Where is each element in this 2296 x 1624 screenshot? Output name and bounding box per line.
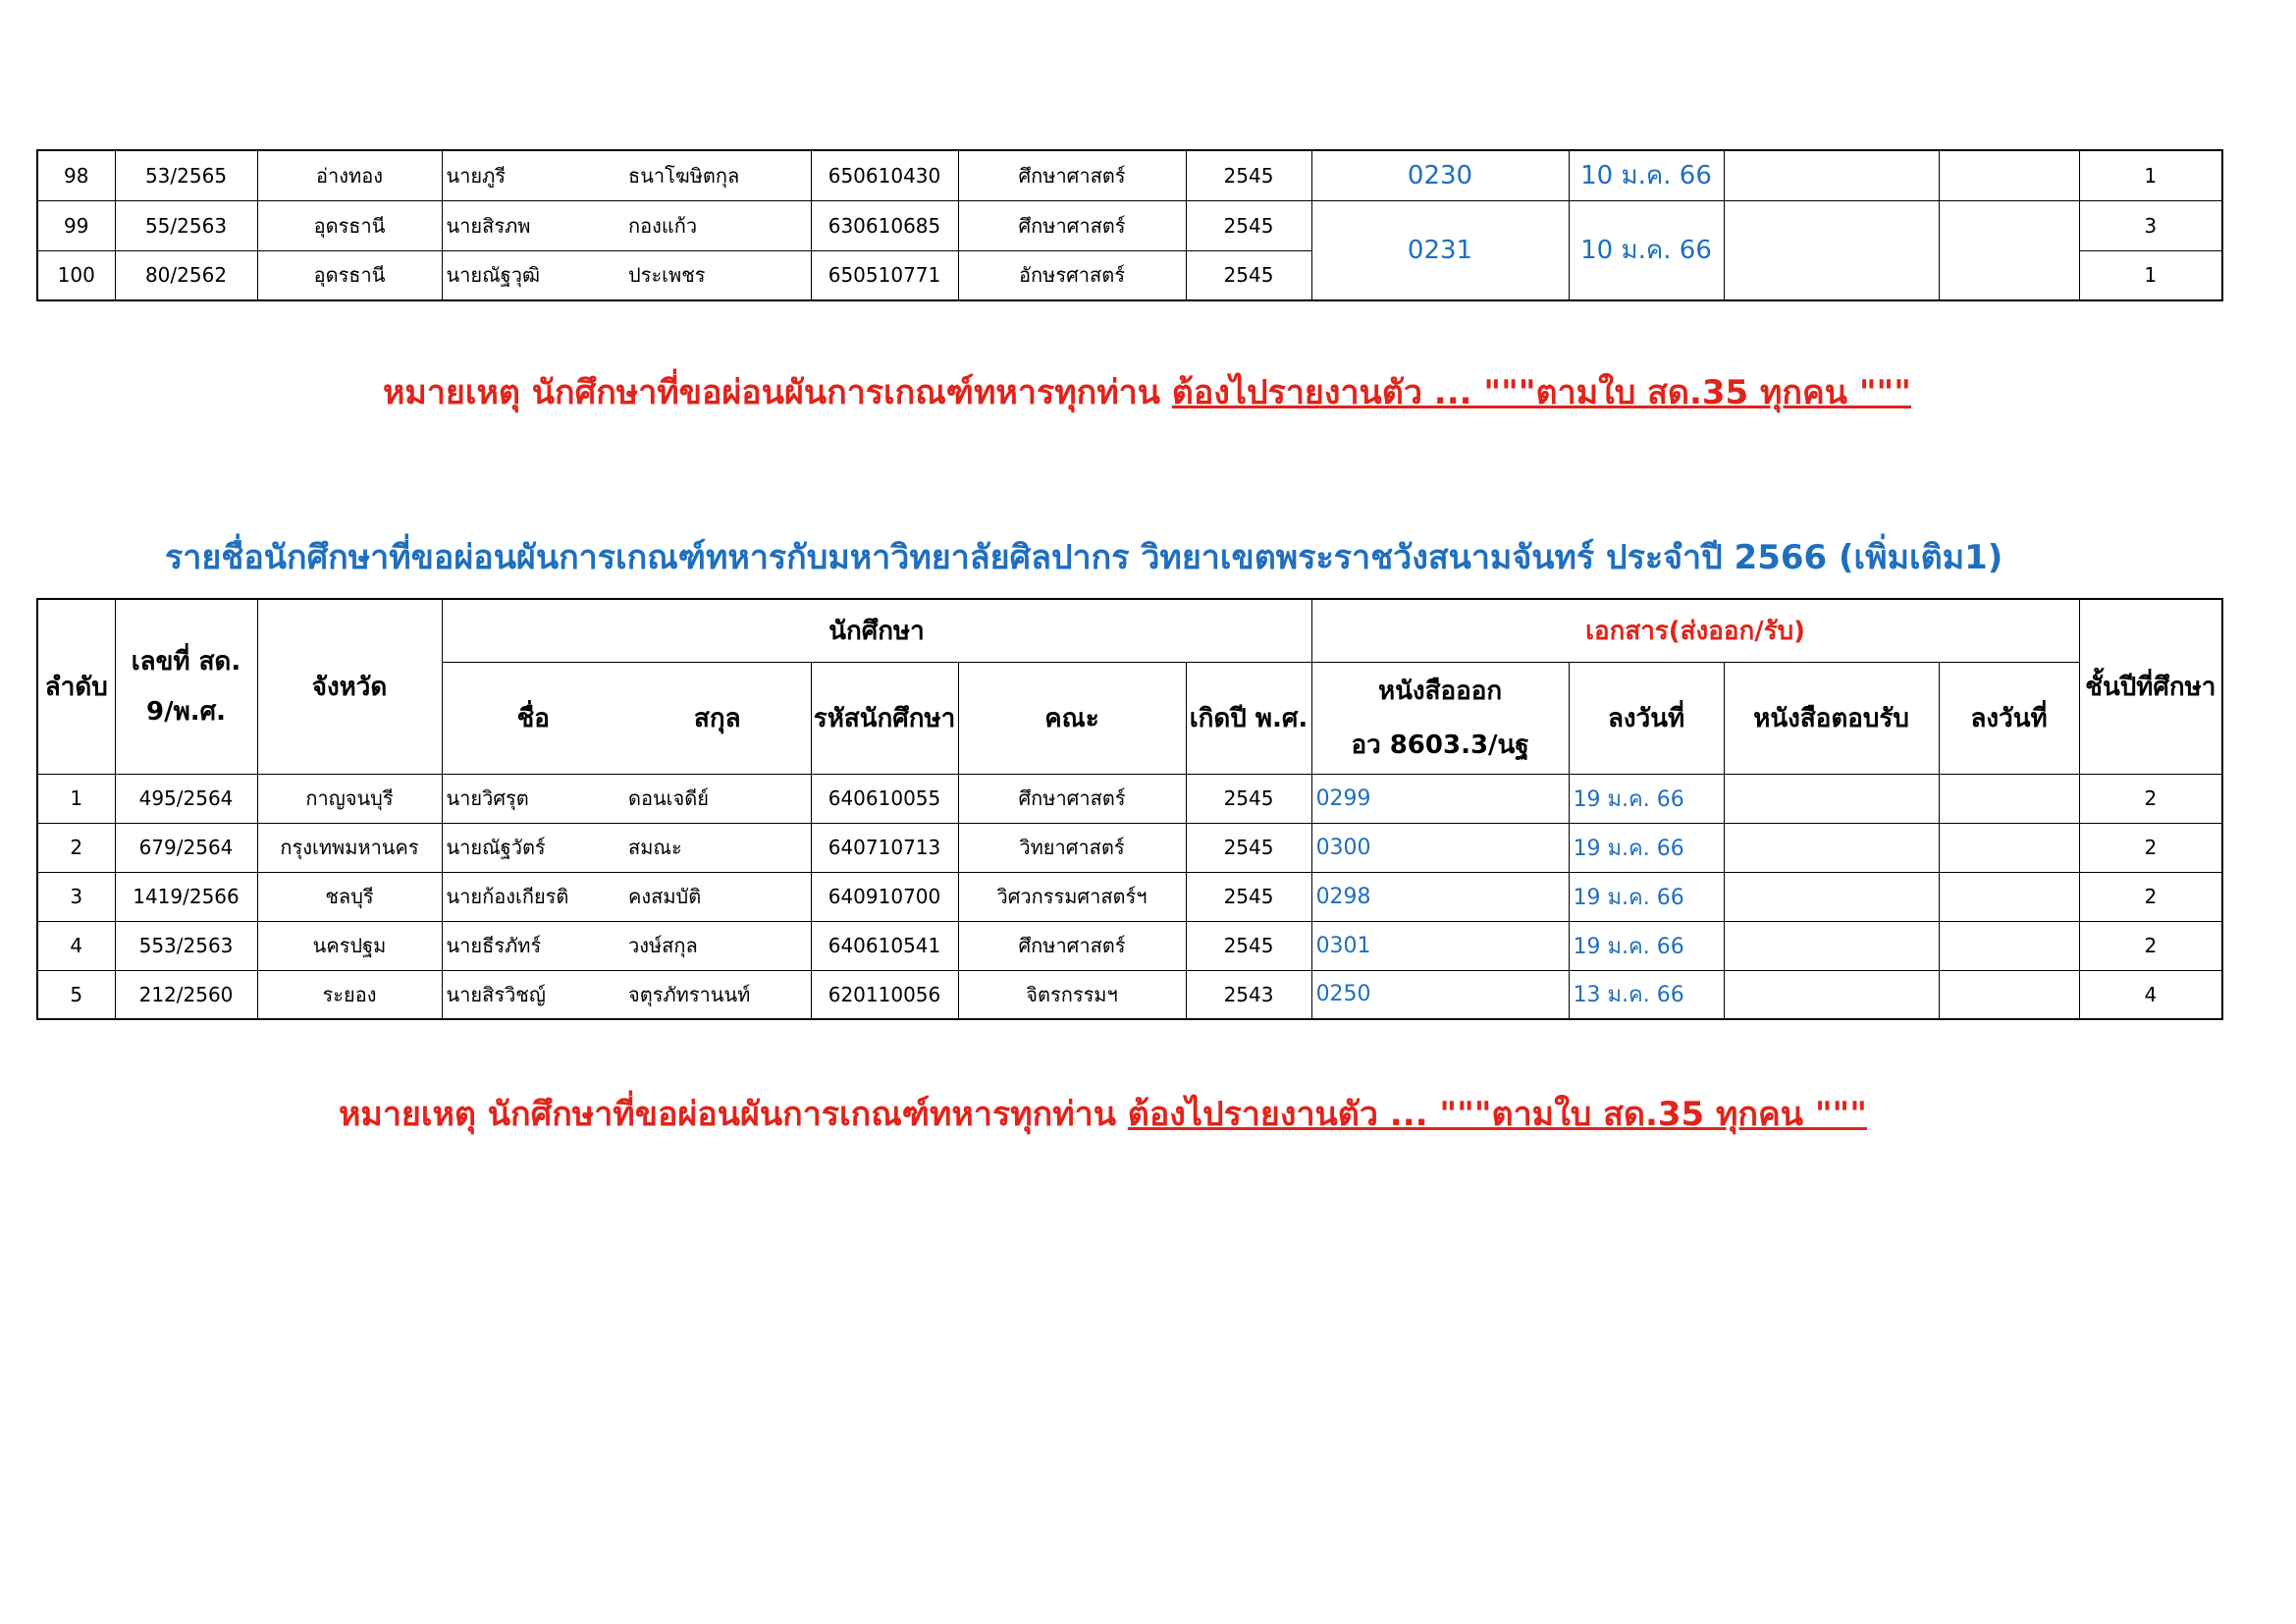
cell-ref: 495/2564 [115, 774, 257, 823]
cell-last-name: จตุรภัทรานนท์ [624, 970, 811, 1019]
cell-no: 2 [37, 823, 115, 872]
page-title: รายชื่อนักศึกษาที่ขอผ่อนผันการเกณฑ์ทหารกับมหาวิทยาลัยศิลปากร วิทยาเขตพระราชวังสนามจันทร์ ประจำปี 2566 (เพิ่มเติม1) [165, 538, 2003, 577]
header-faculty: คณะ [958, 662, 1186, 774]
student-table [36, 598, 2223, 1020]
cell-reply [1724, 921, 1939, 970]
cell-doc-date: 13 ม.ค. 66 [1569, 970, 1724, 1019]
cell-ref: 1419/2566 [115, 872, 257, 921]
cell-reply-date [1939, 872, 2079, 921]
cell-ref: 553/2563 [115, 921, 257, 970]
cell-doc-number: 0298 [1311, 872, 1569, 921]
cell-doc-date: 10 ม.ค. 66 [1569, 200, 1724, 300]
cell-doc-date: 19 ม.ค. 66 [1569, 921, 1724, 970]
header-last-name: สกุล [624, 662, 811, 774]
cell-reply [1724, 150, 1939, 200]
cell-study-year: 1 [2079, 250, 2222, 300]
cell-student-id: 640610055 [811, 774, 958, 823]
note-remark-2 [339, 1087, 1867, 1140]
cell-doc-date: 19 ม.ค. 66 [1569, 823, 1724, 872]
cell-student-id: 650610430 [811, 150, 958, 200]
cell-student-id: 640610541 [811, 921, 958, 970]
table-row [37, 774, 2222, 823]
note-remark [383, 365, 1911, 418]
cell-no: 1 [37, 774, 115, 823]
cell-study-year: 2 [2079, 823, 2222, 872]
header-reply: หนังสือตอบรับ [1724, 662, 1939, 774]
cell-first-name: นายธีรภัทร์ [442, 921, 624, 970]
cell-doc-number: 0301 [1311, 921, 1569, 970]
cell-doc-number: 0231 [1311, 200, 1569, 300]
header-province: จังหวัด [257, 599, 442, 774]
cell-first-name: นายก้องเกียรติ [442, 872, 624, 921]
cell-first-name: นายวิศรุต [442, 774, 624, 823]
cell-no: 98 [37, 150, 115, 200]
cell-reply [1724, 774, 1939, 823]
cell-no: 100 [37, 250, 115, 300]
table-row [37, 150, 2222, 200]
cell-faculty: ศึกษาศาสตร์ [958, 921, 1186, 970]
header-no: ลำดับ [37, 599, 115, 774]
cell-reply-date [1939, 970, 2079, 1019]
cell-student-id: 650510771 [811, 250, 958, 300]
cell-faculty: จิตรกรรมฯ [958, 970, 1186, 1019]
cell-birth-year: 2545 [1186, 823, 1311, 872]
cell-no: 3 [37, 872, 115, 921]
cell-study-year: 2 [2079, 921, 2222, 970]
header-out-letter [1311, 662, 1569, 774]
cell-province: ชลบุรี [257, 872, 442, 921]
cell-doc-number: 0299 [1311, 774, 1569, 823]
cell-student-id: 620110056 [811, 970, 958, 1019]
cell-study-year: 1 [2079, 150, 2222, 200]
table-row [37, 200, 2222, 250]
cell-doc-date: 19 ม.ค. 66 [1569, 774, 1724, 823]
cell-reply-date [1939, 823, 2079, 872]
cell-student-id: 640910700 [811, 872, 958, 921]
cell-reply [1724, 872, 1939, 921]
header-ref [115, 599, 257, 774]
cell-last-name: คงสมบัติ [624, 872, 811, 921]
cell-province: อ่างทอง [257, 150, 442, 200]
note-underlined-2: ต้องไปรายงานตัว ... """ตามใบ สด.35 ทุกคน """ [1127, 1095, 1867, 1134]
cell-birth-year: 2545 [1186, 872, 1311, 921]
cell-faculty: วิศวกรรมศาสตร์ฯ [958, 872, 1186, 921]
cell-reply-date [1939, 150, 2079, 200]
cell-first-name: นายภูรี [442, 150, 624, 200]
cell-ref: 55/2563 [115, 200, 257, 250]
header-first-name: ชื่อ [442, 662, 624, 774]
cell-ref: 679/2564 [115, 823, 257, 872]
cell-doc-number: 0300 [1311, 823, 1569, 872]
header-out-line1: หนังสือออก [1378, 677, 1503, 706]
header-birth-year: เกิดปี พ.ศ. [1186, 662, 1311, 774]
header-student: นักศึกษา [442, 599, 1311, 662]
cell-faculty: ศึกษาศาสตร์ [958, 150, 1186, 200]
cell-study-year: 3 [2079, 200, 2222, 250]
cell-province: กรุงเทพมหานคร [257, 823, 442, 872]
table-row [37, 921, 2222, 970]
cell-birth-year: 2543 [1186, 970, 1311, 1019]
cell-birth-year: 2545 [1186, 250, 1311, 300]
cell-doc-number: 0230 [1311, 150, 1569, 200]
student-table-body [37, 774, 2222, 1019]
cell-reply [1724, 200, 1939, 300]
cell-no: 99 [37, 200, 115, 250]
cell-faculty: ศึกษาศาสตร์ [958, 774, 1186, 823]
cell-first-name: นายสิรภพ [442, 200, 624, 250]
cell-faculty: ศึกษาศาสตร์ [958, 200, 1186, 250]
cell-doc-date: 19 ม.ค. 66 [1569, 872, 1724, 921]
table-row [37, 823, 2222, 872]
cell-birth-year: 2545 [1186, 200, 1311, 250]
cell-faculty: อักษรศาสตร์ [958, 250, 1186, 300]
cell-ref: 212/2560 [115, 970, 257, 1019]
header-documents: เอกสาร(ส่งออก/รับ) [1311, 599, 2079, 662]
cell-last-name: สมณะ [624, 823, 811, 872]
note-underlined: ต้องไปรายงานตัว ... """ตามใบ สด.35 ทุกคน """ [1171, 373, 1911, 412]
note-prefix-2: หมายเหตุ นักศึกษาที่ขอผ่อนผันการเกณฑ์ทหารทุกท่าน [339, 1095, 1128, 1134]
cell-last-name: ธนาโฆษิตกุล [624, 150, 811, 200]
cell-no: 5 [37, 970, 115, 1019]
cell-reply-date [1939, 921, 2079, 970]
header-study-year: ชั้นปีที่ศึกษา [2079, 599, 2222, 774]
header-row [37, 599, 2222, 662]
cell-last-name: กองแก้ว [624, 200, 811, 250]
header-out-line2: อว 8603.3/นฐ [1351, 731, 1529, 760]
cell-birth-year: 2545 [1186, 774, 1311, 823]
header-ref-line1: เลขที่ สด. [131, 647, 241, 677]
cell-study-year: 2 [2079, 872, 2222, 921]
header-student-id: รหัสนักศึกษา [811, 662, 958, 774]
cell-birth-year: 2545 [1186, 150, 1311, 200]
cell-province: อุดรธานี [257, 200, 442, 250]
cell-last-name: ประเพชร [624, 250, 811, 300]
cell-ref: 53/2565 [115, 150, 257, 200]
cell-doc-number: 0250 [1311, 970, 1569, 1019]
cell-no: 4 [37, 921, 115, 970]
cell-province: นครปฐม [257, 921, 442, 970]
cell-student-id: 640710713 [811, 823, 958, 872]
cell-ref: 80/2562 [115, 250, 257, 300]
cell-first-name: นายณัฐวัตร์ [442, 823, 624, 872]
note-prefix: หมายเหตุ นักศึกษาที่ขอผ่อนผันการเกณฑ์ทหารทุกท่าน [383, 373, 1172, 412]
cell-reply [1724, 970, 1939, 1019]
cell-province: อุดรธานี [257, 250, 442, 300]
cell-last-name: ดอนเจดีย์ [624, 774, 811, 823]
cell-student-id: 630610685 [811, 200, 958, 250]
cell-study-year: 4 [2079, 970, 2222, 1019]
cell-last-name: วงษ์สกุล [624, 921, 811, 970]
cell-first-name: นายณัฐวุฒิ [442, 250, 624, 300]
cell-study-year: 2 [2079, 774, 2222, 823]
header-reply-date: ลงวันที่ [1939, 662, 2079, 774]
cell-birth-year: 2545 [1186, 921, 1311, 970]
cell-reply-date [1939, 200, 2079, 300]
cell-reply-date [1939, 774, 2079, 823]
cell-doc-date: 10 ม.ค. 66 [1569, 150, 1724, 200]
cell-faculty: วิทยาศาสตร์ [958, 823, 1186, 872]
cell-first-name: นายสิรวิชญ์ [442, 970, 624, 1019]
cell-reply [1724, 823, 1939, 872]
continuation-table [36, 149, 2223, 301]
table-row [37, 872, 2222, 921]
cell-province: กาญจนบุรี [257, 774, 442, 823]
cell-province: ระยอง [257, 970, 442, 1019]
header-ref-line2: 9/พ.ศ. [146, 697, 226, 728]
table-row [37, 970, 2222, 1019]
header-out-date: ลงวันที่ [1569, 662, 1724, 774]
